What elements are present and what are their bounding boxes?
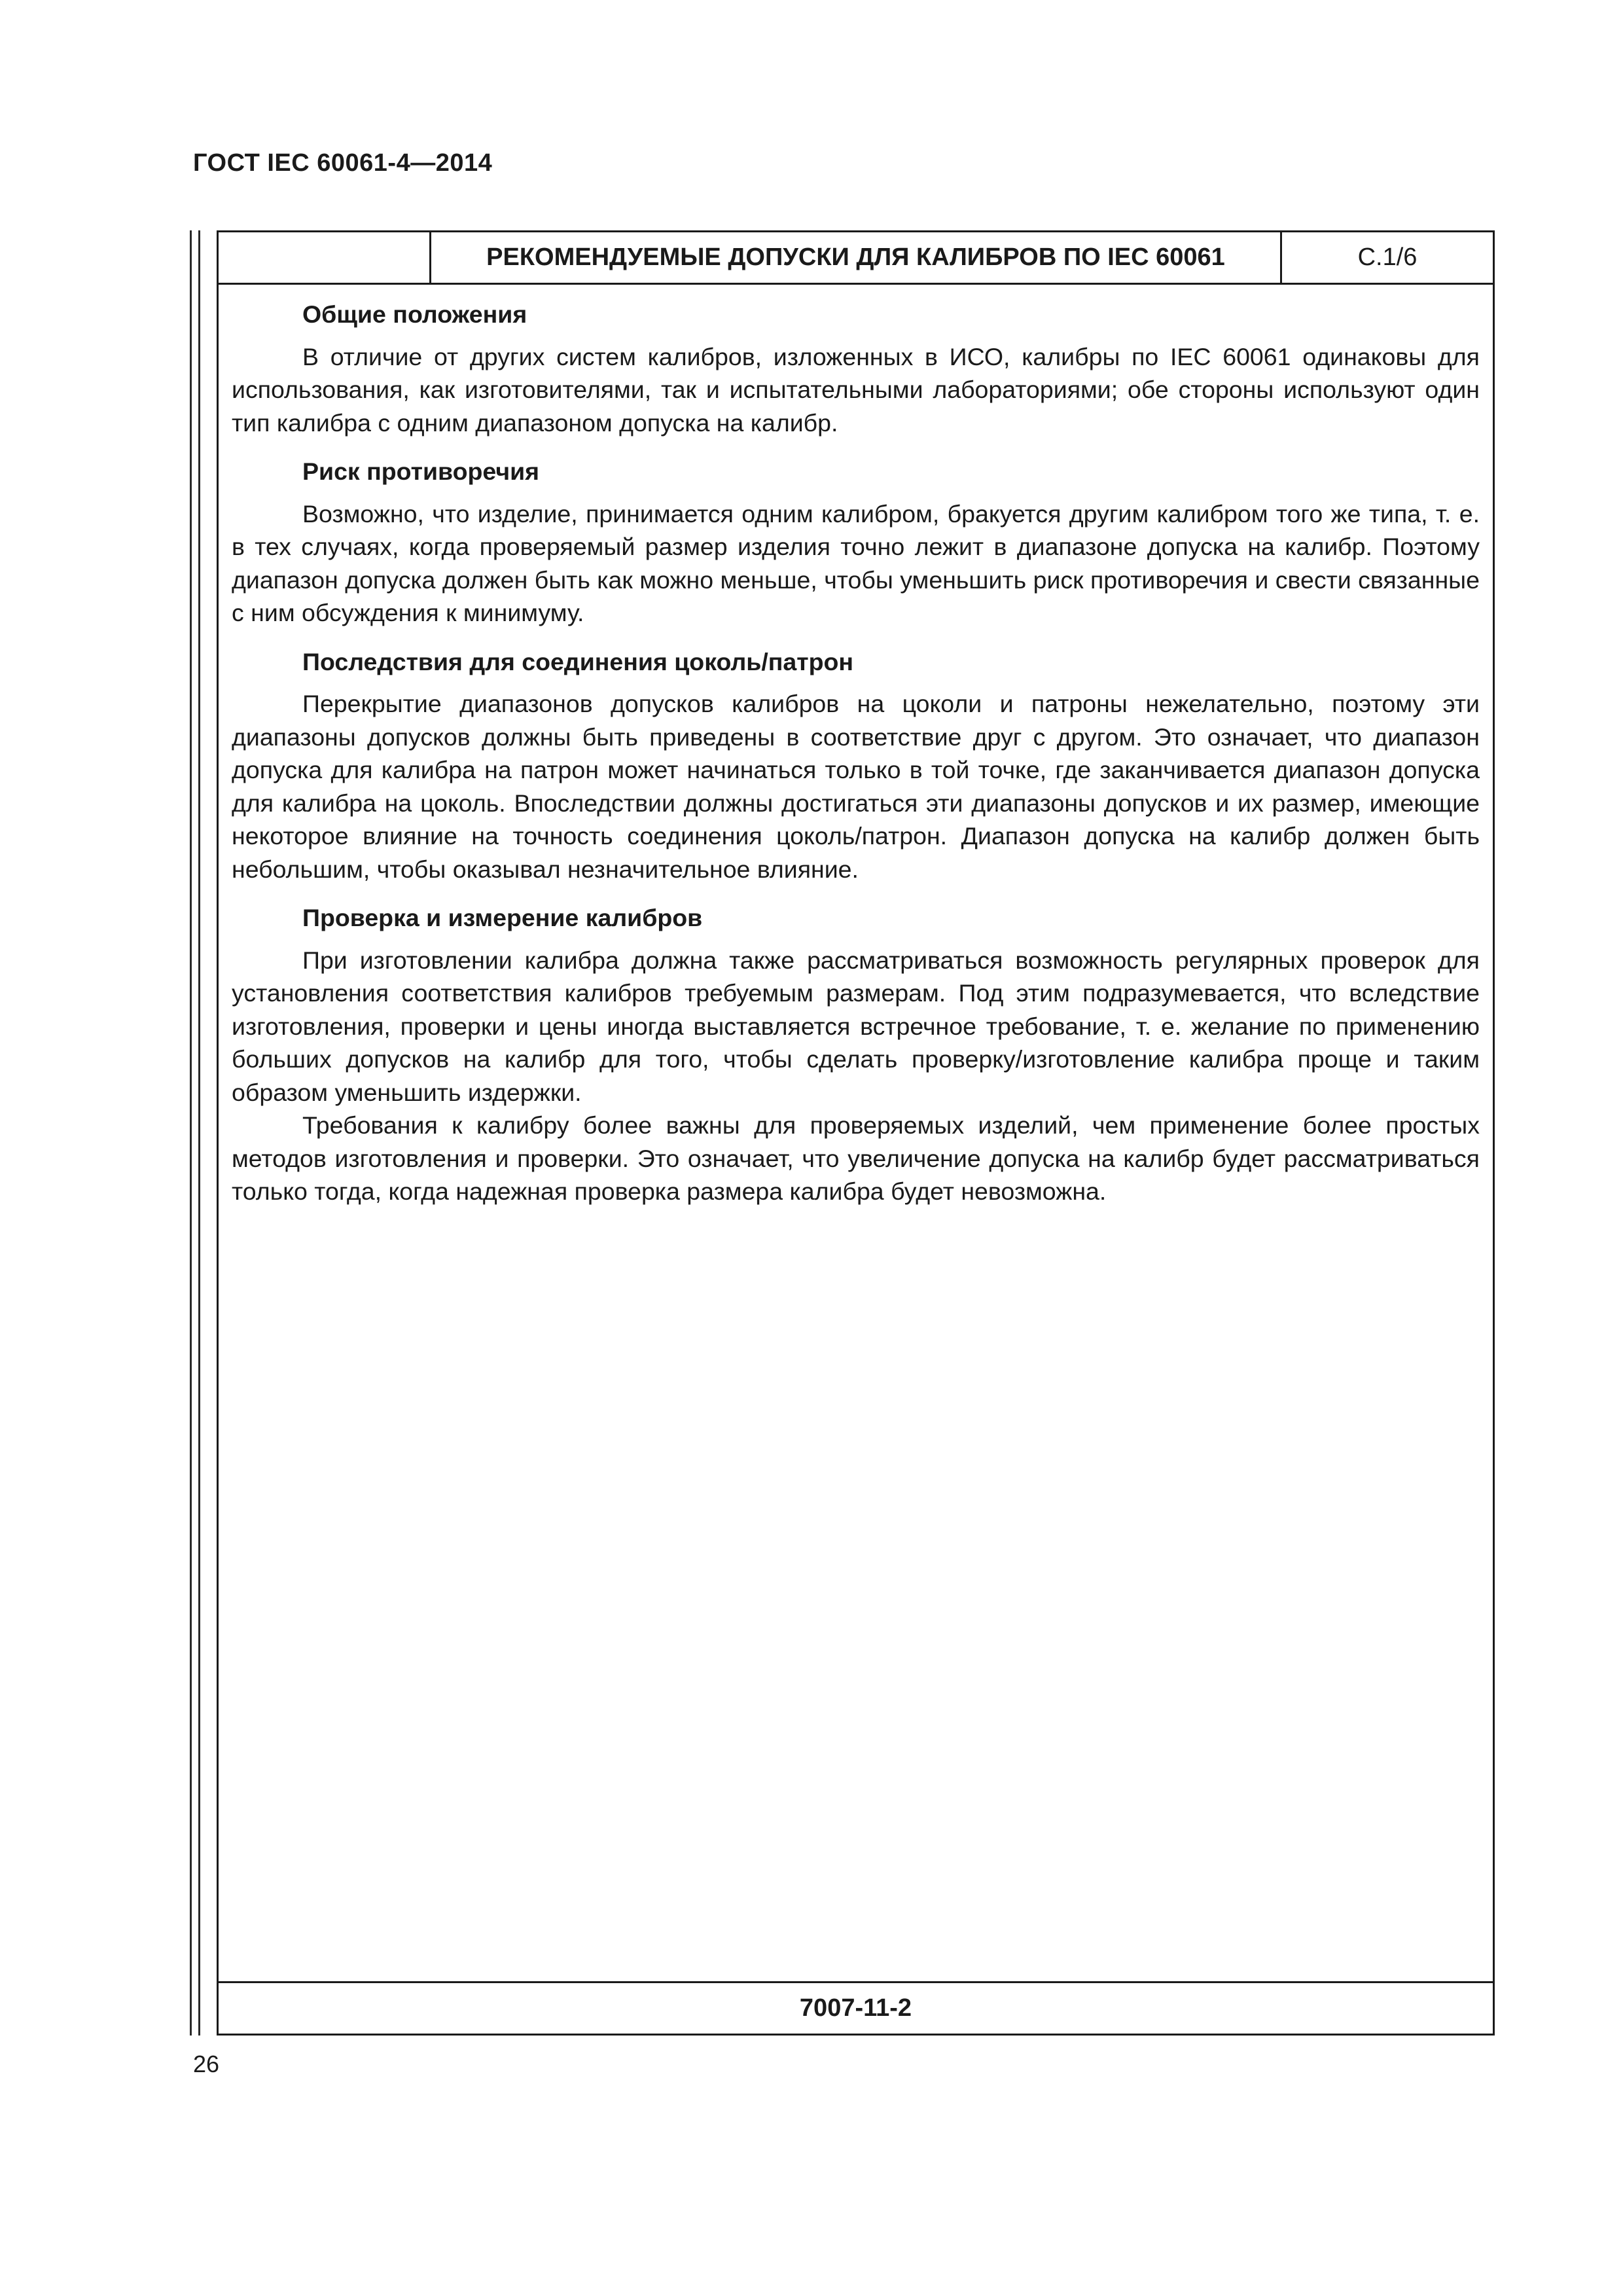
page-number: 26 xyxy=(193,2051,220,2077)
paragraph: При изготовлении калибра должна также рассматриваться возможность регулярных проверок для установления соответствия калибров требуемым размерам. Под этим подразумевается, что вследствие изготовления, проверки и цены иногда выставляется встречное требование, т. е. желание по применению больших допусков на калибр для того, чтобы сделать проверку/изготовление калибра проще и таким образом уменьшить издержки. xyxy=(232,946,1480,1106)
sheet-header-row xyxy=(219,232,1493,285)
margin-rule-inner xyxy=(198,230,200,2036)
paragraph: Требования к калибру более важны для проверяемых изделий, чем применение более простых методов изготовления и проверки. Это означает, что увеличение допуска на калибр будет рассматриваться только тогда, когда надежная проверка размера калибра будет невозможна. xyxy=(232,1111,1480,1205)
section-title: Общие положения xyxy=(302,300,527,328)
sheet-footer-code: 7007-11-2 xyxy=(219,1981,1493,2034)
margin-rule-outer xyxy=(190,230,192,2036)
section-gauge-checking xyxy=(232,901,1480,1208)
paragraph: Возможно, что изделие, принимается одним калибром, бракуется другим калибром того же типа, т. е. в тех случаях, когда проверяемый размер изделия точно лежит в диапазоне допуска на калибр. Поэтому диапазон допуска должен быть как можно меньше, чтобы уменьшить риск противоречия и свести связанные с ним обсуждения к минимуму. xyxy=(232,499,1480,626)
section-contradiction-risk xyxy=(232,455,1480,630)
sheet-content xyxy=(232,298,1480,1224)
sheet-code: С.1/6 xyxy=(1357,243,1418,271)
section-general xyxy=(232,298,1480,439)
section-cap-holder-consequences xyxy=(232,645,1480,886)
section-title: Проверка и измерение калибров xyxy=(302,904,703,931)
document-header: ГОСТ IEC 60061-4—2014 xyxy=(193,149,493,177)
paragraph: Перекрытие диапазонов допусков калибров на цоколи и патроны нежелательно, поэтому эти диапазоны допусков должны быть приведены в соответствие друг с другом. Это означает, что диапазон допуска для калибра на патрон может начинаться только в той точке, где заканчивается диапазон допуска для калибра на цоколь. Впоследствии должны достигаться эти диапазоны допусков и их размер, имеющие некоторое влияние на точность соединения цоколь/патрон. Диапазон допуска на калибр должен быть небольшим, чтобы оказывал незначительное влияние. xyxy=(232,690,1480,883)
paragraph: В отличие от других систем калибров, изложенных в ИСО, калибры по IEC 60061 одинаковы для использования, как изготовителями, так и испытательными лабораториями; обе стороны используют один тип калибра с одним диапазоном допуска на калибр. xyxy=(232,342,1480,437)
data-sheet xyxy=(217,230,1495,2036)
section-title: Риск противоречия xyxy=(302,457,540,485)
sheet-title: РЕКОМЕНДУЕМЫЕ ДОПУСКИ ДЛЯ КАЛИБРОВ ПО IEC 60061 xyxy=(431,232,1282,283)
sheet-header-empty-cell xyxy=(219,232,431,283)
section-title: Последствия для соединения цоколь/патрон xyxy=(302,647,854,675)
